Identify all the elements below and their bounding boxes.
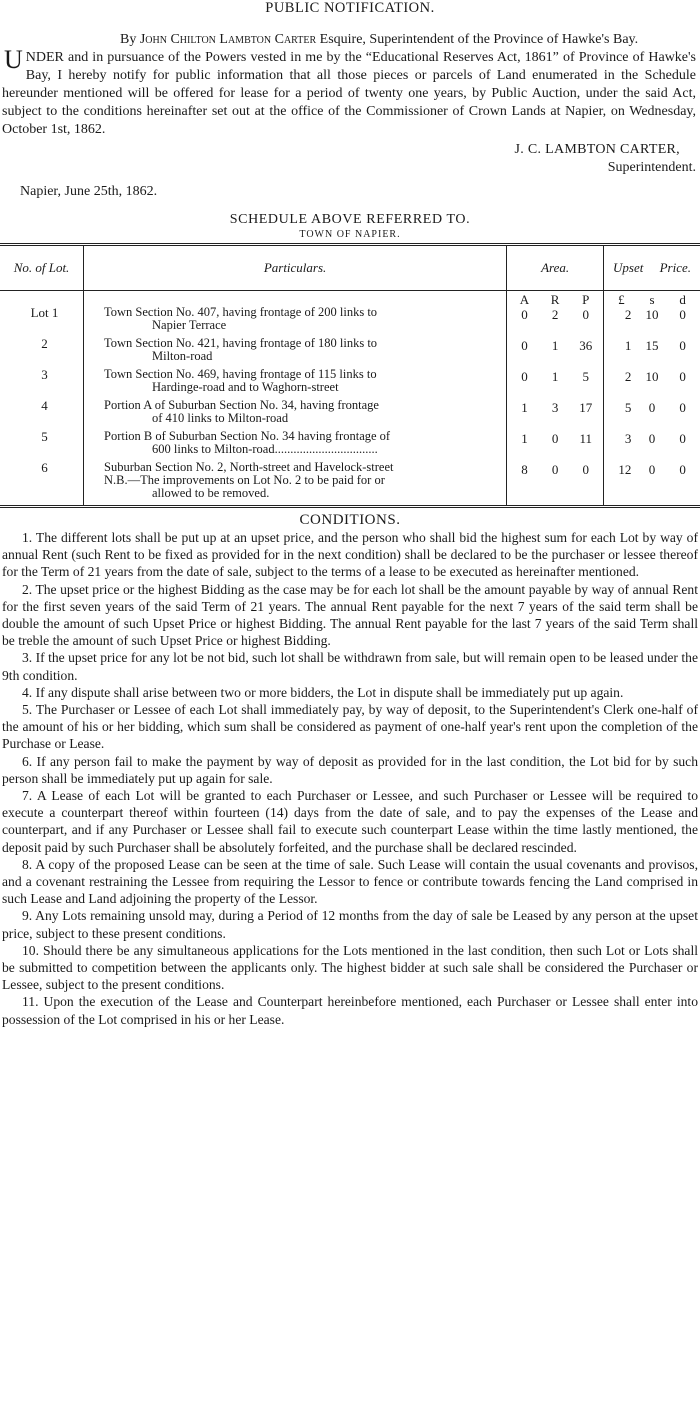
header-upset: Upset [613,260,644,275]
lot-number: 6 [0,461,84,507]
condition-item: 6. If any person fail to make the payment by way of deposit as provided for in the last condition, the Lot bid for by such person shall be immediately put up again for sale. [2,753,698,786]
byline-prefix: By [120,32,137,47]
unit-roods: R [550,292,560,307]
unit-shillings: s [649,292,655,307]
schedule-table [0,243,700,508]
header-lot: No. of Lot. [0,245,84,291]
lot-area: 0 1 36 [507,337,604,368]
price-units [604,291,700,307]
table-row [0,368,700,399]
lot-price: 3 0 0 [624,431,686,446]
header-particulars: Particulars. [84,245,507,291]
dateline: Napier, June 25th, 1862. [20,184,158,199]
condition-item: 5. The Purchaser or Lessee of each Lot shall immediately pay, by way of deposit, to the Superintendent's Clerk one-half of the amount of his or her bidding, which sum shall be considered as payment of one-half year's rent upon the completion of the Purchase or Lease. [2,702,698,752]
table-row [0,306,700,337]
condition-item: 9. Any Lots remaining unsold may, during a Period of 12 months from the day of sale be Leased by any person at the upset price, subject to these present conditions. [2,908,698,941]
byline [120,31,694,49]
notice-body-text: NDER and in pursuance of the Powers vested in me by the “Educational Reserves Act, 1861” of Province of Hawke's Bay, I hereby notify for public information that all those pieces or parcels of Land enumerated in the Schedule hereunder mentioned will be offered for lease for a period of twenty one years, by Public Auction, under the said Act, subject to the conditions hereinafter set out at the office of the Commissioner of Crown Lands at Napier, on Wednesday, October 1st, 1862. [2,50,696,137]
page-title: PUBLIC NOTIFICATION. [265,0,435,16]
lot-particulars: Town Section No. 469, having frontage of 115 links to Hardinge-road and to Waghorn-street [84,368,507,399]
lot-price: 5 0 0 [624,400,686,415]
notice-body [2,45,696,139]
header-upset-price [604,245,700,291]
lot-area: 1 0 11 [507,430,604,461]
lot-number: 2 [0,337,84,368]
lot-particulars: Town Section No. 407, having frontage of 200 links to Napier Terrace [84,306,507,337]
condition-item: 10. Should there be any simultaneous applications for the Lots mentioned in the last condition, then such Lot or Lots shall be submitted to competition between the applicants only. The highest bidder at such sale shall be considered the Purchaser or Lessee, subject to the present conditions. [2,942,698,993]
conditions-title: CONDITIONS. [299,512,401,528]
header-price: Price. [659,260,692,275]
unit-pounds: £ [618,292,625,307]
lot-area: 8 0 0 [507,461,604,507]
unit-acres: A [519,292,530,307]
condition-item: 11. Upon the execution of the Lease and Counterpart hereinbefore mentioned, each Purchaser or Lessee shall enter into possession of the Lot comprised in his or her Lease. [2,994,698,1027]
lot-particulars: Portion A of Suburban Section No. 34, having frontage of 410 links to Milton-road [84,399,507,430]
schedule-subtitle: TOWN OF NAPIER. [299,229,401,240]
condition-item: 1. The different lots shall be put up at an upset price, and the person who shall bid the highest sum for each Lot by way of annual Rent (such Rent to be fixed as provided for in the next condition) shall be declared to be the purchaser or lessee thereof for the Term of 21 years from the date of sale, subject to the terms of a lease to be executed as hereinafter mentioned. [2,530,698,580]
condition-item: 8. A copy of the proposed Lease can be seen at the time of sale. Such Lease will contain the usual covenants and provisos, and a covenant restraining the Lessee from requiring the Lessor to fence or contribute towards fencing the Land comprised in such Lease and Land adjoining the property of the Lessor. [2,856,698,907]
area-units [507,291,604,307]
lot-particulars: Town Section No. 421, having frontage of 180 links to Milton-road [84,337,507,368]
unit-perches: P [582,292,590,307]
lot-area: 1 3 17 [507,399,604,430]
table-row [0,430,700,461]
condition-item: 2. The upset price or the highest Bidding as the case may be for each lot shall be the amount payable by way of annual Rent for the first seven years of the said Term of 21 years. The annual Rent payable for the next 7 years of the said term shall be double the amount of such Upset Price or highest Bidding. The annual Rent payable for the last 7 years of the said Term shall be treble the amount of such Upset Price or highest Bidding. [2,581,698,649]
signature-role: Superintendent. [607,160,696,175]
lot-number: Lot 1 [0,306,84,337]
lot-price: 12 0 0 [618,462,686,477]
unit-pence: d [679,292,686,307]
lot-price: 2 10 0 [624,369,686,384]
table-row [0,399,700,430]
lot-number: 5 [0,430,84,461]
header-area: Area. [507,245,604,291]
lot-number: 3 [0,368,84,399]
byline-rest: Esquire, Superintendent of the Province of Hawke's Bay. [319,32,639,47]
lot-particulars: Portion B of Suburban Section No. 34 having frontage of 600 links to Milton-road................................. [84,430,507,461]
table-row [0,461,700,507]
signature-name: J. C. LAMBTON CARTER, [514,142,680,157]
condition-item: 7. A Lease of each Lot will be granted to each Purchaser or Lessee, and such Purchaser or Lessee will be required to execute a counterpart thereof within fourteen (14) days from the date of sale, and to pay the expenses of the Lease and counterpart, and if any Purchaser or Lessee shall fail to execute such counterpart Lease within the time lastly mentioned, the deposit paid by such Purchaser shall be absolutely forfeited, and the purchase shall be declared rescinded. [2,788,698,855]
lot-price: 2 10 0 [624,307,686,322]
conditions-list [0,529,700,1028]
lot-number: 4 [0,399,84,430]
condition-item: 3. If the upset price for any lot be not bid, such lot shall be withdrawn from sale, but will remain open to be leased under the 9th condition. [2,650,698,683]
condition-item: 4. If any dispute shall arise between two or more bidders, the Lot in dispute shall be immediately put up again. [22,684,624,700]
lot-area: 0 1 5 [507,368,604,399]
drop-cap: U [4,45,23,74]
schedule-title: SCHEDULE ABOVE REFERRED TO. [229,212,471,227]
byline-name: John Chilton Lambton Carter [139,32,317,47]
table-row [0,337,700,368]
lot-price: 1 15 0 [624,338,686,353]
lot-area: 0 2 0 [507,306,604,337]
lot-particulars: Suburban Section No. 2, North-street and Havelock-street N.B.—The improvements on Lot No. 2 to be paid for or allowed to be removed. [84,461,507,507]
